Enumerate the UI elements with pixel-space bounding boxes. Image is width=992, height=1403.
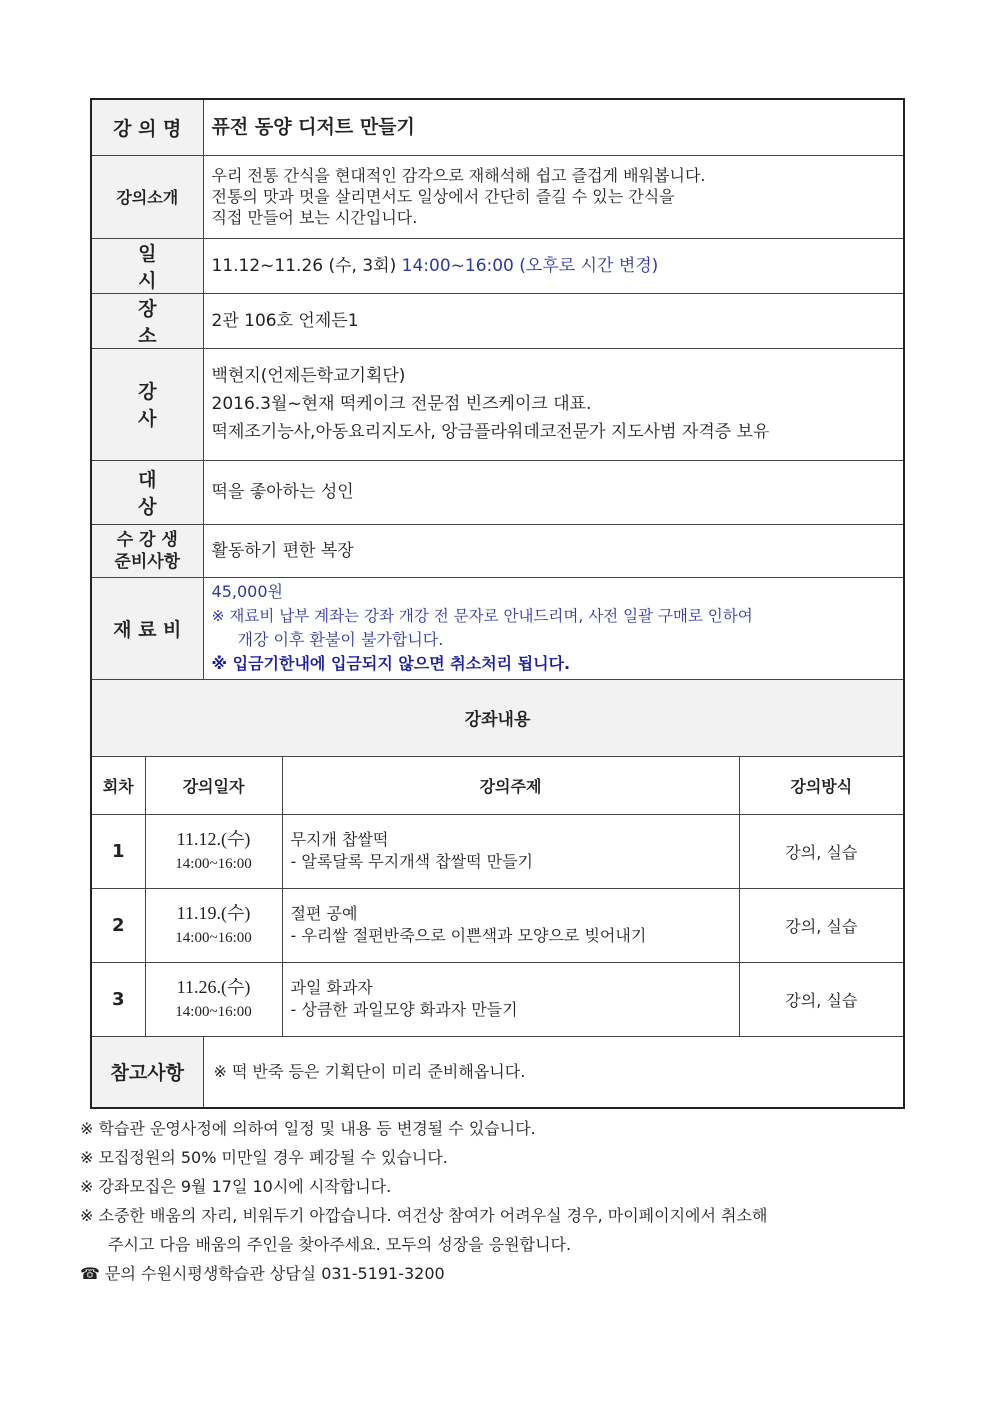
session-topic bbox=[282, 814, 739, 888]
prep-row bbox=[91, 524, 904, 577]
session-number: 1 bbox=[91, 814, 145, 888]
fee-warning: ※ 입금기한내에 입금되지 않으면 취소처리 됩니다. bbox=[211, 654, 571, 673]
course-prep: 활동하기 편한 복장 bbox=[203, 524, 904, 577]
col-header-method: 강의방식 bbox=[739, 756, 904, 814]
session-time: 14:00~16:00 bbox=[175, 856, 252, 872]
table-row bbox=[91, 888, 904, 962]
reference-text: ※ 떡 반죽 등은 기획단이 미리 준비해옵니다. bbox=[203, 1036, 904, 1108]
fee-note: ※ 재료비 납부 계좌는 강좌 개강 전 문자로 안내드리며, 사전 일괄 구매로 인하여 bbox=[211, 607, 753, 625]
prep-label-line: 수 강 생 bbox=[116, 529, 178, 550]
session-date bbox=[145, 962, 282, 1036]
prep-label bbox=[91, 524, 203, 577]
course-info-table bbox=[90, 98, 905, 1109]
topic-title: 과일 화과자 bbox=[290, 978, 373, 997]
contact-line: ☎ 문의 수원시평생학습관 상담실 031-5191-3200 bbox=[80, 1264, 445, 1283]
note-line: ※ 학습관 운영사정에 의하여 일정 및 내용 등 변경될 수 있습니다. bbox=[80, 1119, 536, 1138]
prep-label-line: 준비사항 bbox=[114, 551, 181, 572]
footer-notes bbox=[80, 1114, 920, 1288]
topic-detail: - 상큼한 과일모양 화과자 만들기 bbox=[290, 1000, 518, 1019]
topic-detail: - 알록달록 무지개색 찹쌀떡 만들기 bbox=[290, 852, 534, 871]
date-row bbox=[91, 238, 904, 293]
instructor-line: 2016.3월~현재 떡케이크 전문점 빈즈케이크 대표. bbox=[211, 394, 592, 414]
fee-info bbox=[203, 577, 904, 679]
schedule-header-row bbox=[91, 756, 904, 814]
topic-title: 무지개 찹쌀떡 bbox=[290, 830, 389, 849]
target-label: 대 상 bbox=[91, 460, 203, 524]
col-header-topic: 강의주제 bbox=[282, 756, 739, 814]
session-method: 강의, 실습 bbox=[739, 962, 904, 1036]
target-row bbox=[91, 460, 904, 524]
course-intro bbox=[203, 155, 904, 238]
course-date bbox=[203, 238, 904, 293]
session-time: 14:00~16:00 bbox=[175, 930, 252, 946]
course-name-label: 강 의 명 bbox=[91, 99, 203, 155]
note-line: 주시고 다음 배움의 주인을 찾아주세요. 모두의 성장을 응원합니다. bbox=[108, 1235, 572, 1254]
table-row bbox=[91, 962, 904, 1036]
instructor-line: 떡제조기능사,아동요리지도사, 앙금플라워데코전문가 지도사범 자격증 보유 bbox=[211, 422, 770, 442]
course-intro-row bbox=[91, 155, 904, 238]
section-title: 강좌내용 bbox=[91, 679, 904, 756]
note-line: ※ 강좌모집은 9월 17일 10시에 시작합니다. bbox=[80, 1177, 392, 1196]
date-label: 일 시 bbox=[91, 238, 203, 293]
course-name-row bbox=[91, 99, 904, 155]
intro-line: 직접 만들어 보는 시간입니다. bbox=[211, 208, 418, 227]
instructor-row bbox=[91, 348, 904, 460]
section-title-row bbox=[91, 679, 904, 756]
intro-line: 전통의 맛과 멋을 살리면서도 일상에서 간단히 즐길 수 있는 간식을 bbox=[211, 187, 675, 206]
session-number: 3 bbox=[91, 962, 145, 1036]
date-range: 11.12~11.26 (수, 3회) bbox=[211, 255, 402, 276]
reference-row bbox=[91, 1036, 904, 1108]
col-header-num: 회차 bbox=[91, 756, 145, 814]
reference-label: 참고사항 bbox=[91, 1036, 203, 1108]
session-method: 강의, 실습 bbox=[739, 888, 904, 962]
session-day: 11.26.(수) bbox=[176, 977, 251, 997]
session-day: 11.12.(수) bbox=[176, 829, 251, 849]
note-line: ※ 소중한 배움의 자리, 비워두기 아깝습니다. 여건상 참여가 어려우실 경우, 마이페이지에서 취소해 bbox=[80, 1206, 768, 1225]
fee-row bbox=[91, 577, 904, 679]
session-number: 2 bbox=[91, 888, 145, 962]
place-row bbox=[91, 293, 904, 348]
session-topic bbox=[282, 888, 739, 962]
course-intro-label: 강의소개 bbox=[91, 155, 203, 238]
session-topic bbox=[282, 962, 739, 1036]
session-day: 11.19.(수) bbox=[176, 903, 251, 923]
session-time: 14:00~16:00 bbox=[175, 1004, 252, 1020]
fee-note-cont: 개강 이후 환불이 불가합니다. bbox=[237, 630, 444, 649]
instructor-info bbox=[203, 348, 904, 460]
course-place: 2관 106호 언제든1 bbox=[203, 293, 904, 348]
instructor-line: 백현지(언제든학교기획단) bbox=[211, 366, 406, 386]
session-method: 강의, 실습 bbox=[739, 814, 904, 888]
topic-detail: - 우리쌀 절편반죽으로 이쁜색과 모양으로 빚어내기 bbox=[290, 926, 647, 945]
col-header-date: 강의일자 bbox=[145, 756, 282, 814]
place-label: 장 소 bbox=[91, 293, 203, 348]
note-line: ※ 모집정원의 50% 미만일 경우 폐강될 수 있습니다. bbox=[80, 1148, 448, 1167]
table-row bbox=[91, 814, 904, 888]
session-date bbox=[145, 814, 282, 888]
class-time: 14:00~16:00 (오후로 시간 변경) bbox=[401, 255, 659, 276]
course-target: 떡을 좋아하는 성인 bbox=[203, 460, 904, 524]
session-date bbox=[145, 888, 282, 962]
fee-label: 재 료 비 bbox=[91, 577, 203, 679]
course-name: 퓨전 동양 디저트 만들기 bbox=[203, 99, 904, 155]
topic-title: 절편 공예 bbox=[290, 904, 358, 923]
instructor-label: 강 사 bbox=[91, 348, 203, 460]
intro-line: 우리 전통 간식을 현대적인 감각으로 재해석해 쉽고 즐겁게 배워봅니다. bbox=[211, 166, 706, 185]
fee-amount: 45,000원 bbox=[211, 582, 283, 601]
